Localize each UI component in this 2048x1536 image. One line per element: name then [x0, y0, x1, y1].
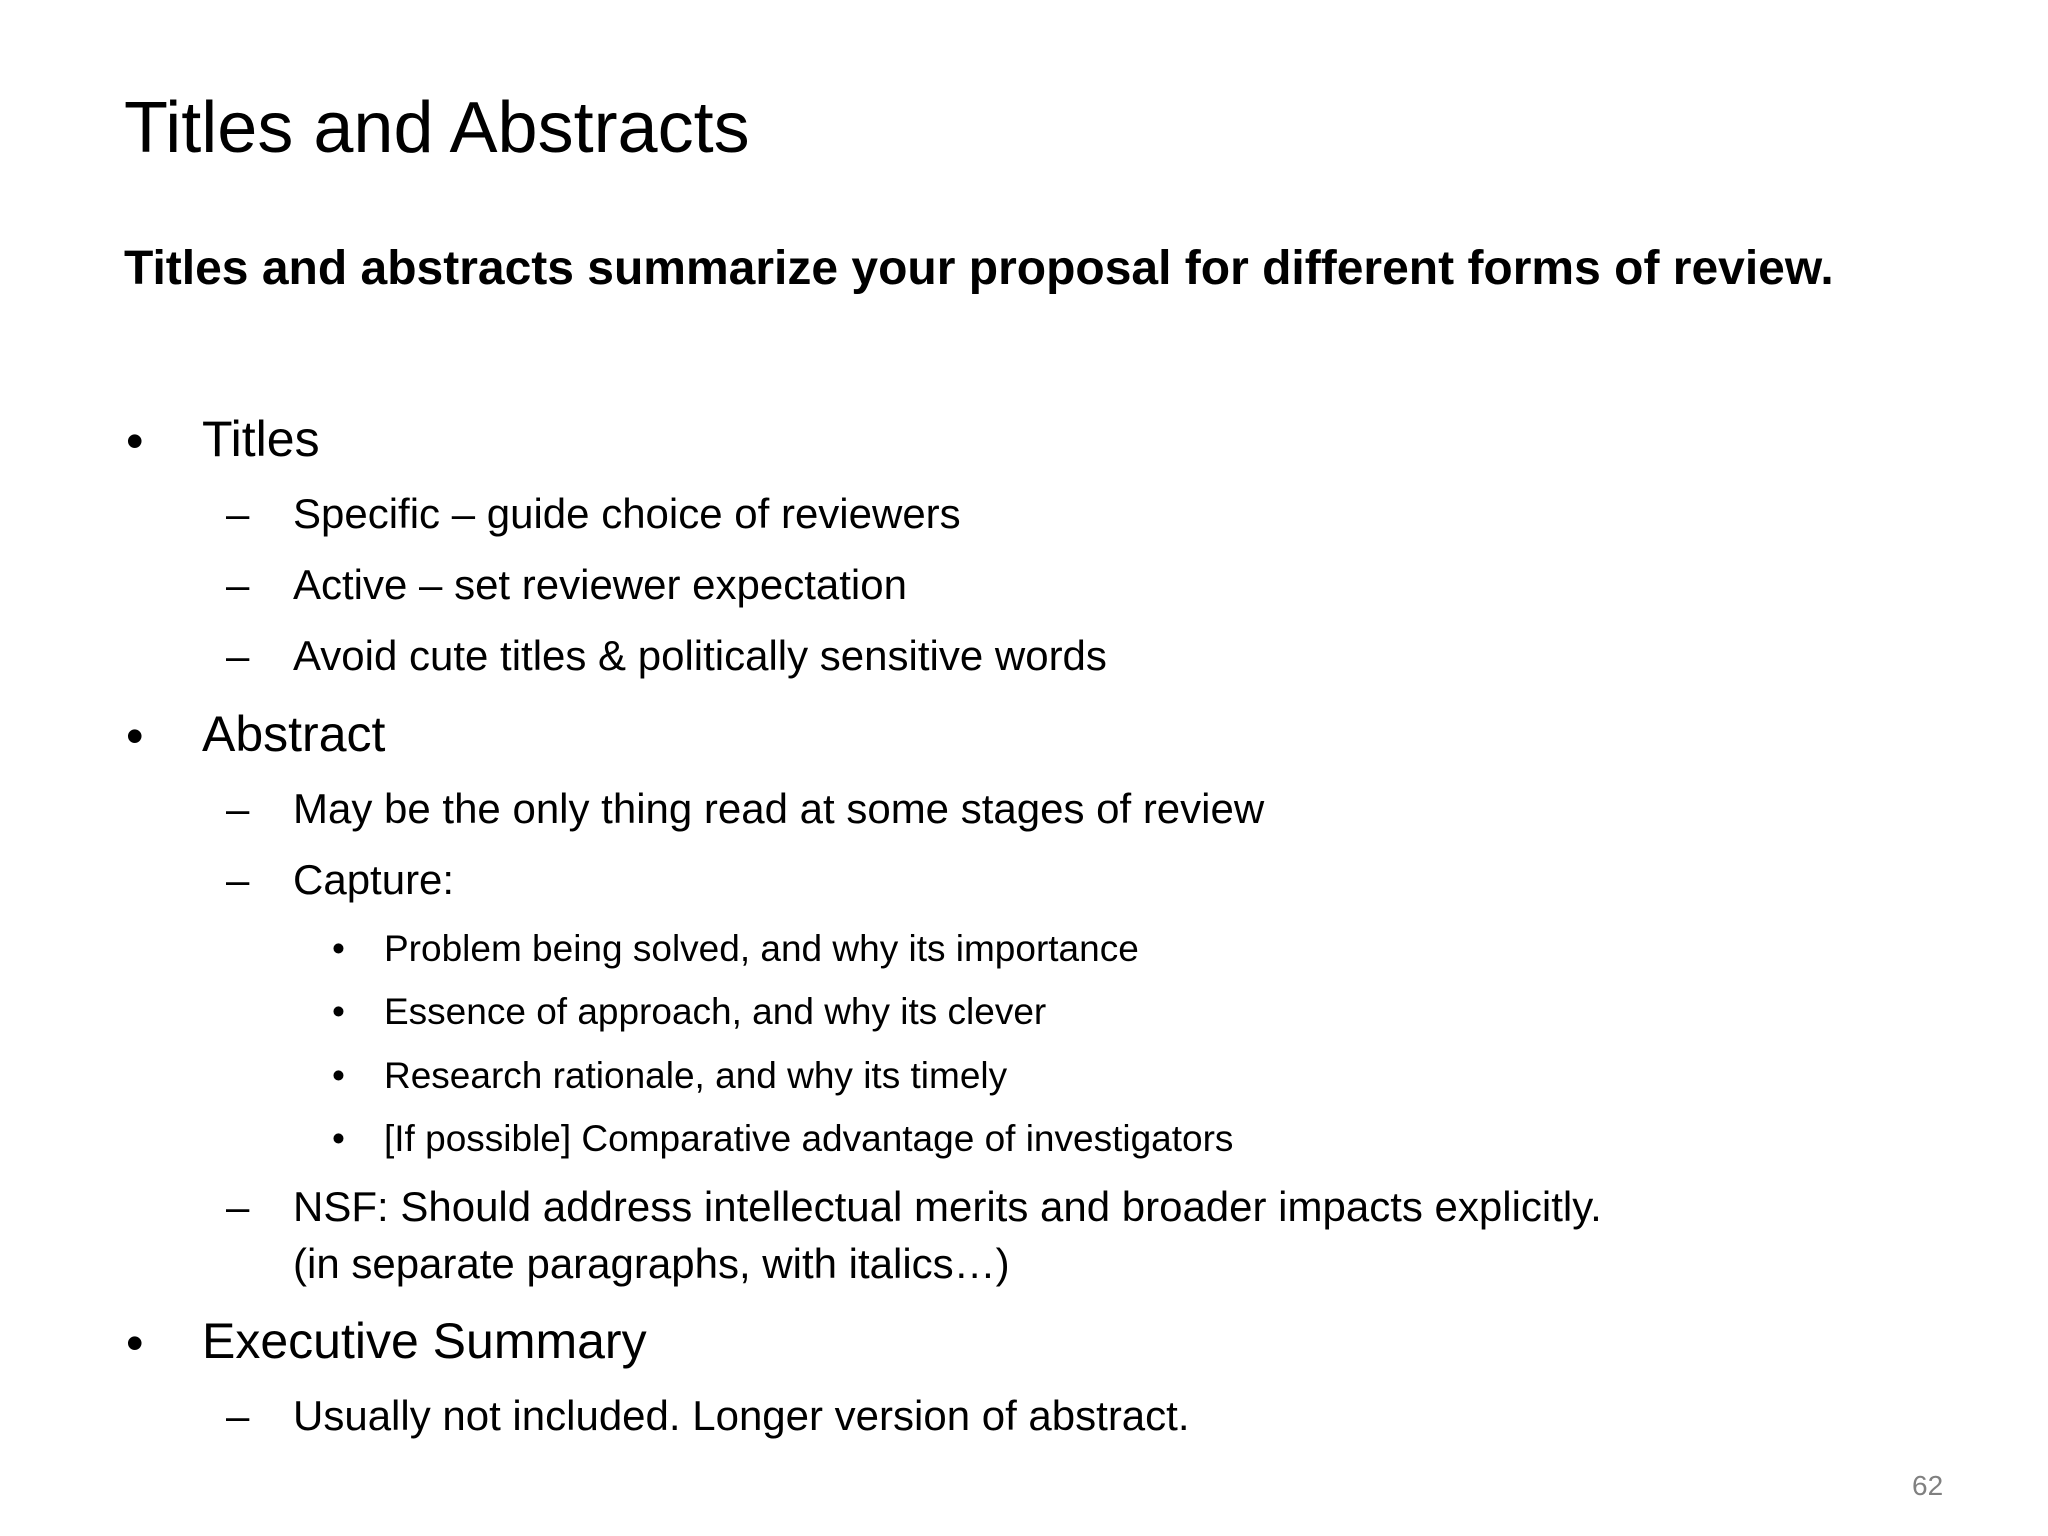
capture-item-1-marker: •	[332, 928, 345, 969]
titles-item-3-marker: –	[226, 632, 250, 679]
capture-item-4-marker: •	[332, 1118, 345, 1159]
bullet-titles-marker: •	[126, 413, 144, 469]
capture-item-2-marker: •	[332, 991, 345, 1032]
titles-item-1-text: Specific – guide choice of reviewers	[293, 490, 961, 537]
nsf-item-line-1: NSF: Should address intellectual merits and broader impacts explicitly.	[293, 1183, 1602, 1230]
titles-item-1-marker: –	[226, 490, 250, 537]
titles-item-2-text: Active – set reviewer expectation	[293, 561, 907, 608]
slide-subtitle: Titles and abstracts summarize your proposal for different forms of review.	[124, 242, 1834, 295]
abstract-item-1-text: May be the only thing read at some stages of review	[293, 785, 1265, 832]
page-number: 62	[1912, 1470, 1944, 1501]
bullet-titles-label: Titles	[202, 411, 320, 467]
executive-summary-item-1-text: Usually not included. Longer version of abstract.	[293, 1392, 1190, 1439]
capture-item-3-text: Research rationale, and why its timely	[384, 1055, 1008, 1096]
abstract-item-2-marker: –	[226, 856, 250, 903]
capture-item-2-text: Essence of approach, and why its clever	[384, 991, 1047, 1032]
abstract-item-1-marker: –	[226, 785, 250, 832]
abstract-item-2-text: Capture:	[293, 856, 455, 903]
titles-item-3-text: Avoid cute titles & politically sensitive words	[293, 632, 1107, 679]
capture-item-4-text: [If possible] Comparative advantage of investigators	[384, 1118, 1234, 1159]
bullet-abstract-marker: •	[126, 708, 144, 764]
nsf-item-marker: –	[226, 1183, 250, 1230]
capture-item-1-text: Problem being solved, and why its importance	[384, 928, 1139, 969]
executive-summary-item-1-marker: –	[226, 1392, 250, 1439]
slide-title: Titles and Abstracts	[124, 88, 750, 168]
titles-item-2-marker: –	[226, 561, 250, 608]
nsf-item-line-2: (in separate paragraphs, with italics…)	[293, 1240, 1010, 1287]
bullet-executive-summary-label: Executive Summary	[202, 1313, 647, 1369]
bullet-executive-summary-marker: •	[126, 1315, 144, 1371]
capture-item-3-marker: •	[332, 1055, 345, 1096]
bullet-abstract-label: Abstract	[202, 706, 386, 762]
